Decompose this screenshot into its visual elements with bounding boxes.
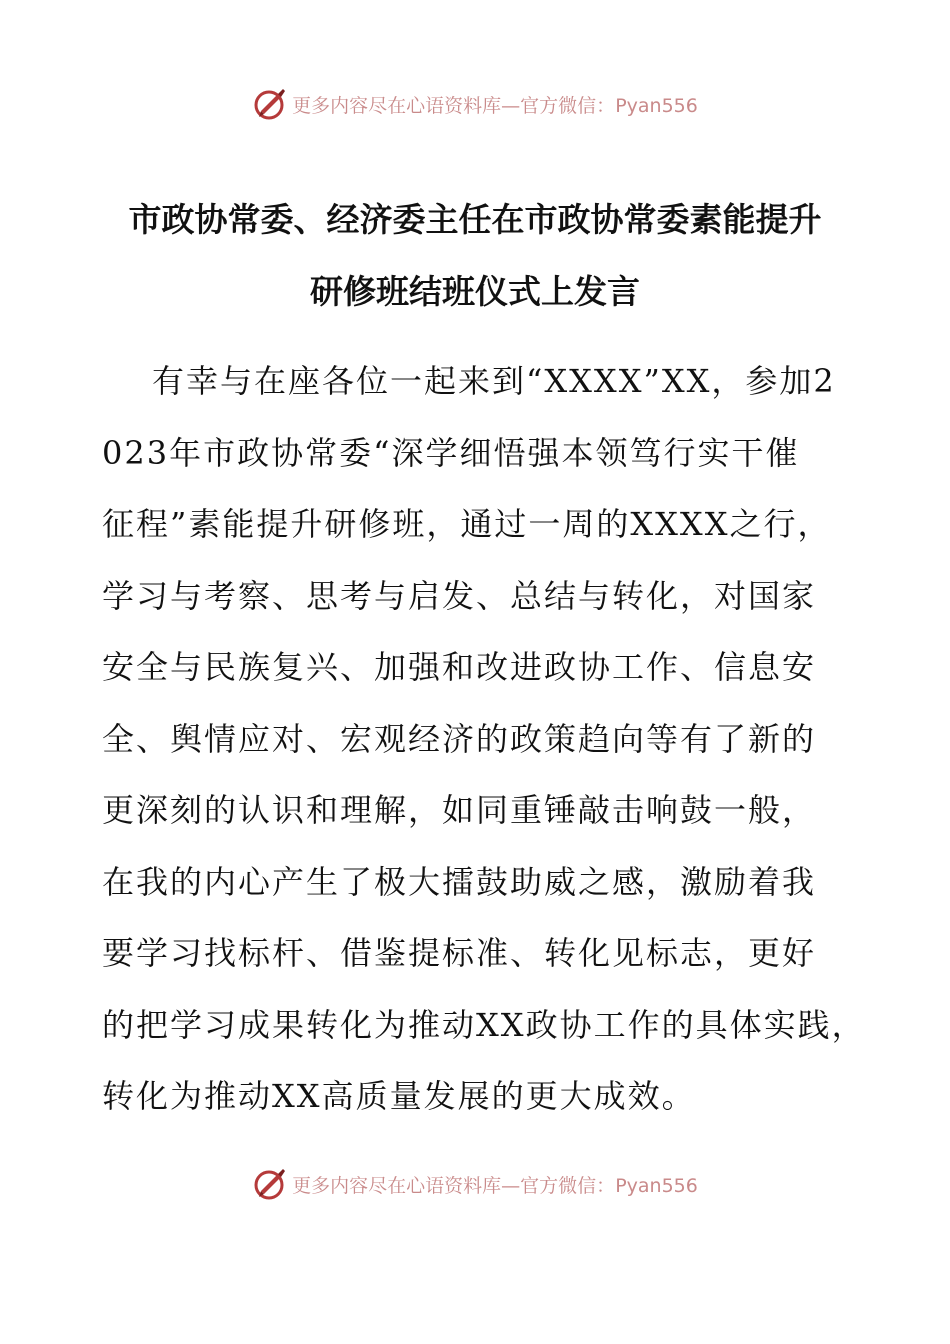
pen-logo-icon <box>252 86 288 122</box>
body-line: 学习与考察、思考与启发、总结与转化，对国家 <box>102 576 817 615</box>
body-line: 安全与民族复兴、加强和改进政协工作、信息安 <box>102 648 817 686</box>
watermark-text: 更多内容尽在心语资料库—官方微信：Pyan556 <box>292 1174 698 1197</box>
document-title-line-1: 市政协常委、经济委主任在市政协常委素能提升 <box>128 200 822 239</box>
body-line: 征程”素能提升研修班，通过一周的XXXX之行， <box>102 505 832 543</box>
body-line: 023年市政协常委“深学细悟强本领笃行实干催 <box>102 433 800 472</box>
document-title-line-2: 研修班结班仪式上发言 <box>310 272 640 311</box>
body-paragraph <box>102 346 866 1133</box>
body-line: 要学习找标杆、借鉴提标准、转化见标志，更好 <box>102 934 817 972</box>
footer-watermark <box>0 1164 950 1204</box>
header-watermark <box>0 84 950 124</box>
pen-logo-icon <box>252 1166 288 1202</box>
watermark-text: 更多内容尽在心语资料库—官方微信：Pyan556 <box>292 94 698 117</box>
body-line: 在我的内心产生了极大擂鼓助威之感，激励着我 <box>102 862 817 901</box>
body-line: 的把学习成果转化为推动XX政协工作的具体实践， <box>102 1005 866 1044</box>
body-line: 转化为推动XX高质量发展的更大成效。 <box>102 1077 696 1115</box>
body-line: 更深刻的认识和理解，如同重锤敲击响鼓一般， <box>102 791 817 829</box>
body-line: 有幸与在座各位一起来到“XXXX”XX，参加2 <box>152 362 836 400</box>
body-line: 全、舆情应对、宏观经济的政策趋向等有了新的 <box>102 719 817 758</box>
